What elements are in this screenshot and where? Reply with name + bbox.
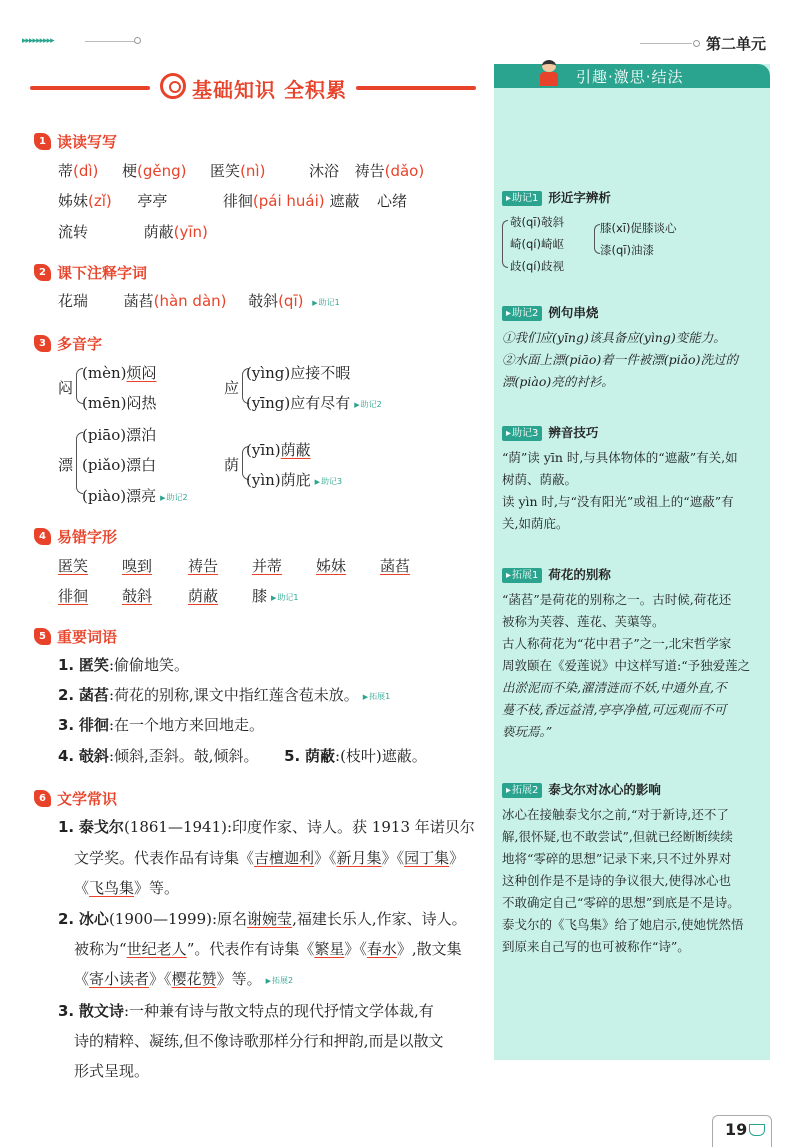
pinyin: (pái huái) [252,192,325,210]
header-divider [85,41,135,42]
similar-chars [502,212,764,280]
polyphone-line [246,392,382,413]
word: 徘徊 [58,587,89,605]
section-4-heading [34,526,117,547]
expand-line: 被称为芙蓉、莲花、芙蕖等。 [502,614,665,629]
section-5-heading [34,626,117,647]
example-line: ①我们应(yīng)该具备应(yìng)变能力。 [502,330,726,345]
char-pair: 膝(xī)促膝谈心 [600,221,677,235]
pinyin: (yīng) [246,394,291,412]
page-number: 19 [725,1120,748,1139]
item-number: 5. [284,747,301,765]
expand-line: 亵玩焉。” [502,724,553,739]
memo-tag[interactable]: ▶ 助记1 [271,593,298,602]
word: 漂白 [126,456,157,474]
word: 嗅到 [122,557,153,575]
word: 应有尽有 [290,394,351,412]
word: 荫蔽 [280,441,311,459]
text: 文学奖。代表作品有诗集《 [74,849,255,867]
expand-header [502,780,764,800]
word: 祷告 [188,557,219,575]
char-pair: 崎(qí)崎岖 [510,237,564,251]
section-title: 易错字形 [57,528,118,546]
pinyin: (yīn) [173,223,208,241]
header-dot [134,37,141,44]
leaf-number-icon: 3 [34,335,51,352]
work-title: 繁星 [314,940,345,958]
memo-header [502,188,764,208]
definition: :倾斜,歪斜。攲,倾斜。 [108,747,259,765]
text: 》《 [149,970,172,988]
memo-box-3 [502,423,764,535]
term: 菡萏 [78,686,109,704]
swirl-icon [160,73,186,99]
word: 漂亮 [126,487,157,505]
pinyin: (piāo) [82,426,127,444]
polyphone-line [82,485,188,506]
section-title: 课下注释字词 [57,264,148,282]
word: 菡萏 [123,292,154,310]
term-item [58,714,264,735]
polyphone-line [82,362,156,383]
word-row-3 [58,221,208,242]
word: 祷告 [354,162,385,180]
word-row-1 [58,160,424,181]
word: 荫蔽 [188,587,219,605]
book-icon [749,1124,765,1136]
item-number: 4. [58,747,75,765]
pinyin: (dǎo) [384,162,425,180]
memo-badge: ▸ 助记2 [502,306,542,321]
literature-item [58,1000,434,1021]
unit-divider [640,43,692,44]
expand-badge: ▸ 拓展1 [502,568,542,583]
title: 世纪老人 [126,940,187,958]
expand-box-1 [502,565,764,743]
title-line-left [30,86,150,90]
text: 《 [74,970,90,988]
memo-box-1 [502,188,764,280]
header-arrows: ▸▸▸▸▸▸▸▸▸ [22,36,54,46]
term-item [58,745,427,766]
work-title: 春水 [366,940,397,958]
memo-tag[interactable]: ▶ 助记3 [315,477,342,486]
expand-line: 蔓不枝,香远益清,亭亭净植,可远观而不可 [502,702,727,717]
expand-line: 这种创作是不是诗的争议很大,使得冰心也 [502,873,731,888]
pinyin: (hàn dàn) [153,292,227,310]
pinyin: (piào) [82,487,127,505]
expand-tag[interactable]: ▶ 拓展1 [363,692,390,701]
word: 心绪 [377,192,408,210]
example-line: 漂(piào)亮的衬衫。 [502,374,614,389]
section-title: 多音字 [57,335,103,353]
expand-tag[interactable]: ▶ 拓展2 [266,976,293,985]
expand-title: 荷花的别称 [548,567,611,582]
section-2-heading [34,262,147,283]
polyphone-line [82,424,156,445]
unit-dot [693,40,700,47]
text: ,福建长乐人,作家、诗人。 [292,910,467,928]
expand-line: 不敢确定自己“零碎的思想”到底是不是诗。 [502,895,740,910]
expand-line: 到原来自己写的也可被称作“诗”。 [502,939,690,954]
pinyin: (qī) [278,292,304,310]
polyphone-line [246,362,350,383]
text: (1900—1999):原名 [108,910,248,928]
page-title: 基础知识 全积累 [192,78,347,102]
literature-line: 形式呈现。 [74,1062,150,1080]
term-item [58,654,189,675]
section-title: 读读写写 [57,133,118,151]
literature-line [74,938,462,959]
reader-mascot-icon [538,60,560,86]
polyphone-char: 荫 [224,456,240,474]
text: 》《 [314,849,337,867]
term-item [58,684,390,705]
char-pair: 漆(qī)油漆 [600,243,654,257]
word: 荫庇 [280,471,311,489]
section-3-heading [34,333,102,354]
work-title: 樱花赞 [171,970,217,988]
literature-line [74,968,293,989]
text: ”。代表作有诗集《 [186,940,315,958]
polyphone-char: 应 [224,379,240,397]
pinyin: (yīn) [246,441,281,459]
word: 梗 [121,162,137,180]
memo-badge: ▸ 助记3 [502,426,542,441]
term: 荫蔽 [305,747,336,765]
pinyin: (zǐ) [88,192,112,210]
work-title: 吉檀迦利 [254,849,315,867]
literature-item [58,908,467,929]
name: 谢婉莹 [247,910,293,928]
literature-line [74,847,464,868]
expand-line: 冰心在接触泰戈尔之前,“对于新诗,还不了 [502,807,729,822]
memo-tag[interactable]: ▶ 助记2 [354,400,381,409]
word: 膝 [252,587,268,605]
annotation-words [58,290,340,311]
text: 》,散文集 [396,940,462,958]
item-number: 1. [58,818,75,836]
pinyin: (gěng) [137,162,187,180]
item-number: 3. [58,1002,75,1020]
term: 徘徊 [78,716,109,734]
text: 》等。 [216,970,262,988]
word: 攲斜 [122,587,153,605]
section-title-bar [30,73,476,101]
memo-title: 辨音技巧 [548,425,599,440]
polyphone-char: 闷 [58,379,74,397]
word: 漂泊 [126,426,157,444]
expand-line: 地将“零碎的思想”记录下来,只不过外界对 [502,851,732,866]
memo-tag[interactable]: ▶ 助记2 [160,493,187,502]
example-line: ②水面上漂(piāo)着一件被漂(piǎo)洗过的 [502,352,738,367]
word-row-2 [58,190,407,211]
expand-line: 解,很怀疑,也不敢尝试”,但就已经断断续续 [502,829,733,844]
polyphone-char: 漂 [58,456,74,474]
expand-line: 出淤泥而不染,濯清涟而不妖,中通外直,不 [502,680,727,695]
term: 冰心 [78,910,109,928]
pinyin: (piǎo) [82,456,127,474]
section-title: 重要词语 [57,628,118,646]
pinyin: (yìng) [246,364,291,382]
word: 姊妹 [316,557,347,575]
definition: :在一个地方来回地走。 [108,716,264,734]
text: (1861—1941):印度作家、诗人。获 1913 年诺贝尔 [123,818,475,836]
item-number: 3. [58,716,75,734]
word: 菡萏 [380,557,411,575]
sidebar-header [494,64,770,88]
tip-line: 读 yìn 时,与“没有阳光”或祖上的“遮蔽”有 [502,494,734,509]
pinyin: (dì) [73,162,99,180]
term: 攲斜 [78,747,109,765]
tip-line: 树荫、荫蔽。 [502,472,578,487]
expand-line: 泰戈尔的《飞鸟集》给了她启示,使她恍然悟 [502,917,744,932]
memo-header [502,303,764,323]
word: 沐浴 [309,162,340,180]
term: 泰戈尔 [78,818,124,836]
pinyin: (mèn) [82,364,127,382]
term: 匿笑 [78,656,109,674]
word: 流转 [58,223,89,241]
tip-line: 关,如荫庇。 [502,516,569,531]
polyphone-line [82,454,156,475]
expand-line: “菡萏”是荷花的别称之一。古时候,荷花还 [502,592,732,607]
word: 匿笑 [58,557,89,575]
word: 姊妹 [58,192,89,210]
item-number: 1. [58,656,75,674]
pinyin: (mēn) [82,394,127,412]
expand-header [502,565,764,585]
memo-header [502,423,764,443]
definition: :(枝叶)遮蔽。 [335,747,427,765]
work-title: 园丁集 [404,849,450,867]
title-line-right [356,86,476,90]
text: :一种兼有诗与散文特点的现代抒情文学体裁,有 [123,1002,434,1020]
work-title: 新月集 [336,849,382,867]
text: 《 [74,879,90,897]
section-title: 文学常识 [57,790,118,808]
word: 荫蔽 [143,223,174,241]
expand-line: 古人称荷花为“花中君子”之一,北宋哲学家 [502,636,732,651]
term: 散文诗 [78,1002,124,1020]
work-title: 寄小读者 [89,970,150,988]
wrong-word-row-1 [58,555,410,576]
word: 徘徊 [222,192,253,210]
leaf-number-icon: 6 [34,790,51,807]
polyphone-line [246,439,311,460]
literature-line [74,877,179,898]
brace [502,220,508,268]
word: 闷热 [126,394,157,412]
text: 》《 [381,849,405,867]
text: 被称为“ [74,940,127,958]
leaf-number-icon: 2 [34,264,51,281]
literature-line: 诗的精粹、凝练,但不像诗歌那样分行和押韵,而是以散文 [74,1032,444,1050]
tip-line: “荫”读 yīn 时,与具体物体的“遮蔽”有关,如 [502,450,738,465]
word: 并蒂 [252,557,283,575]
memo-badge: ▸ 助记1 [502,191,542,206]
memo-title: 形近字辨析 [548,190,611,205]
text: 》《 [344,940,367,958]
wrong-word-row-2 [58,585,299,606]
expand-box-2 [502,780,764,958]
section-6-heading [34,788,117,809]
leaf-number-icon: 1 [34,133,51,150]
unit-label: 第二单元 [706,35,767,53]
pinyin: (yìn) [246,471,281,489]
word: 烦闷 [126,364,157,382]
page-number-tab [712,1115,772,1147]
memo-box-2 [502,303,764,393]
definition: :偷偷地笑。 [108,656,189,674]
expand-badge: ▸ 拓展2 [502,783,542,798]
sidebar-title: 引趣·激思·结法 [576,68,684,86]
text: 》等。 [134,879,180,897]
word: 蒂 [58,162,74,180]
word: 攲斜 [248,292,279,310]
leaf-number-icon: 5 [34,628,51,645]
word: 应接不暇 [290,364,351,382]
item-number: 2. [58,910,75,928]
char-pair: 歧(qí)歧视 [510,259,564,273]
expand-line: 周敦颐在《爱莲说》中这样写道:“予独爱莲之 [502,658,751,673]
expand-title: 泰戈尔对冰心的影响 [548,782,661,797]
polyphone-line [246,469,342,490]
polyphone-line [82,392,156,413]
literature-item [58,816,475,837]
item-number: 2. [58,686,75,704]
text: 》 [449,849,465,867]
pinyin: (nì) [240,162,266,180]
memo-title: 例句串烧 [548,305,599,320]
word: 遮蔽 [329,192,360,210]
memo-tag[interactable]: ▶ 助记1 [312,298,339,307]
word: 花瑞 [58,292,89,310]
char-pair: 攲(qī)攲斜 [510,215,564,229]
section-1-heading [34,131,117,152]
word: 亭亭 [137,192,168,210]
definition: :荷花的别称,课文中指红莲含苞未放。 [108,686,359,704]
word: 匿笑 [210,162,241,180]
work-title: 飞鸟集 [89,879,135,897]
leaf-number-icon: 4 [34,528,51,545]
